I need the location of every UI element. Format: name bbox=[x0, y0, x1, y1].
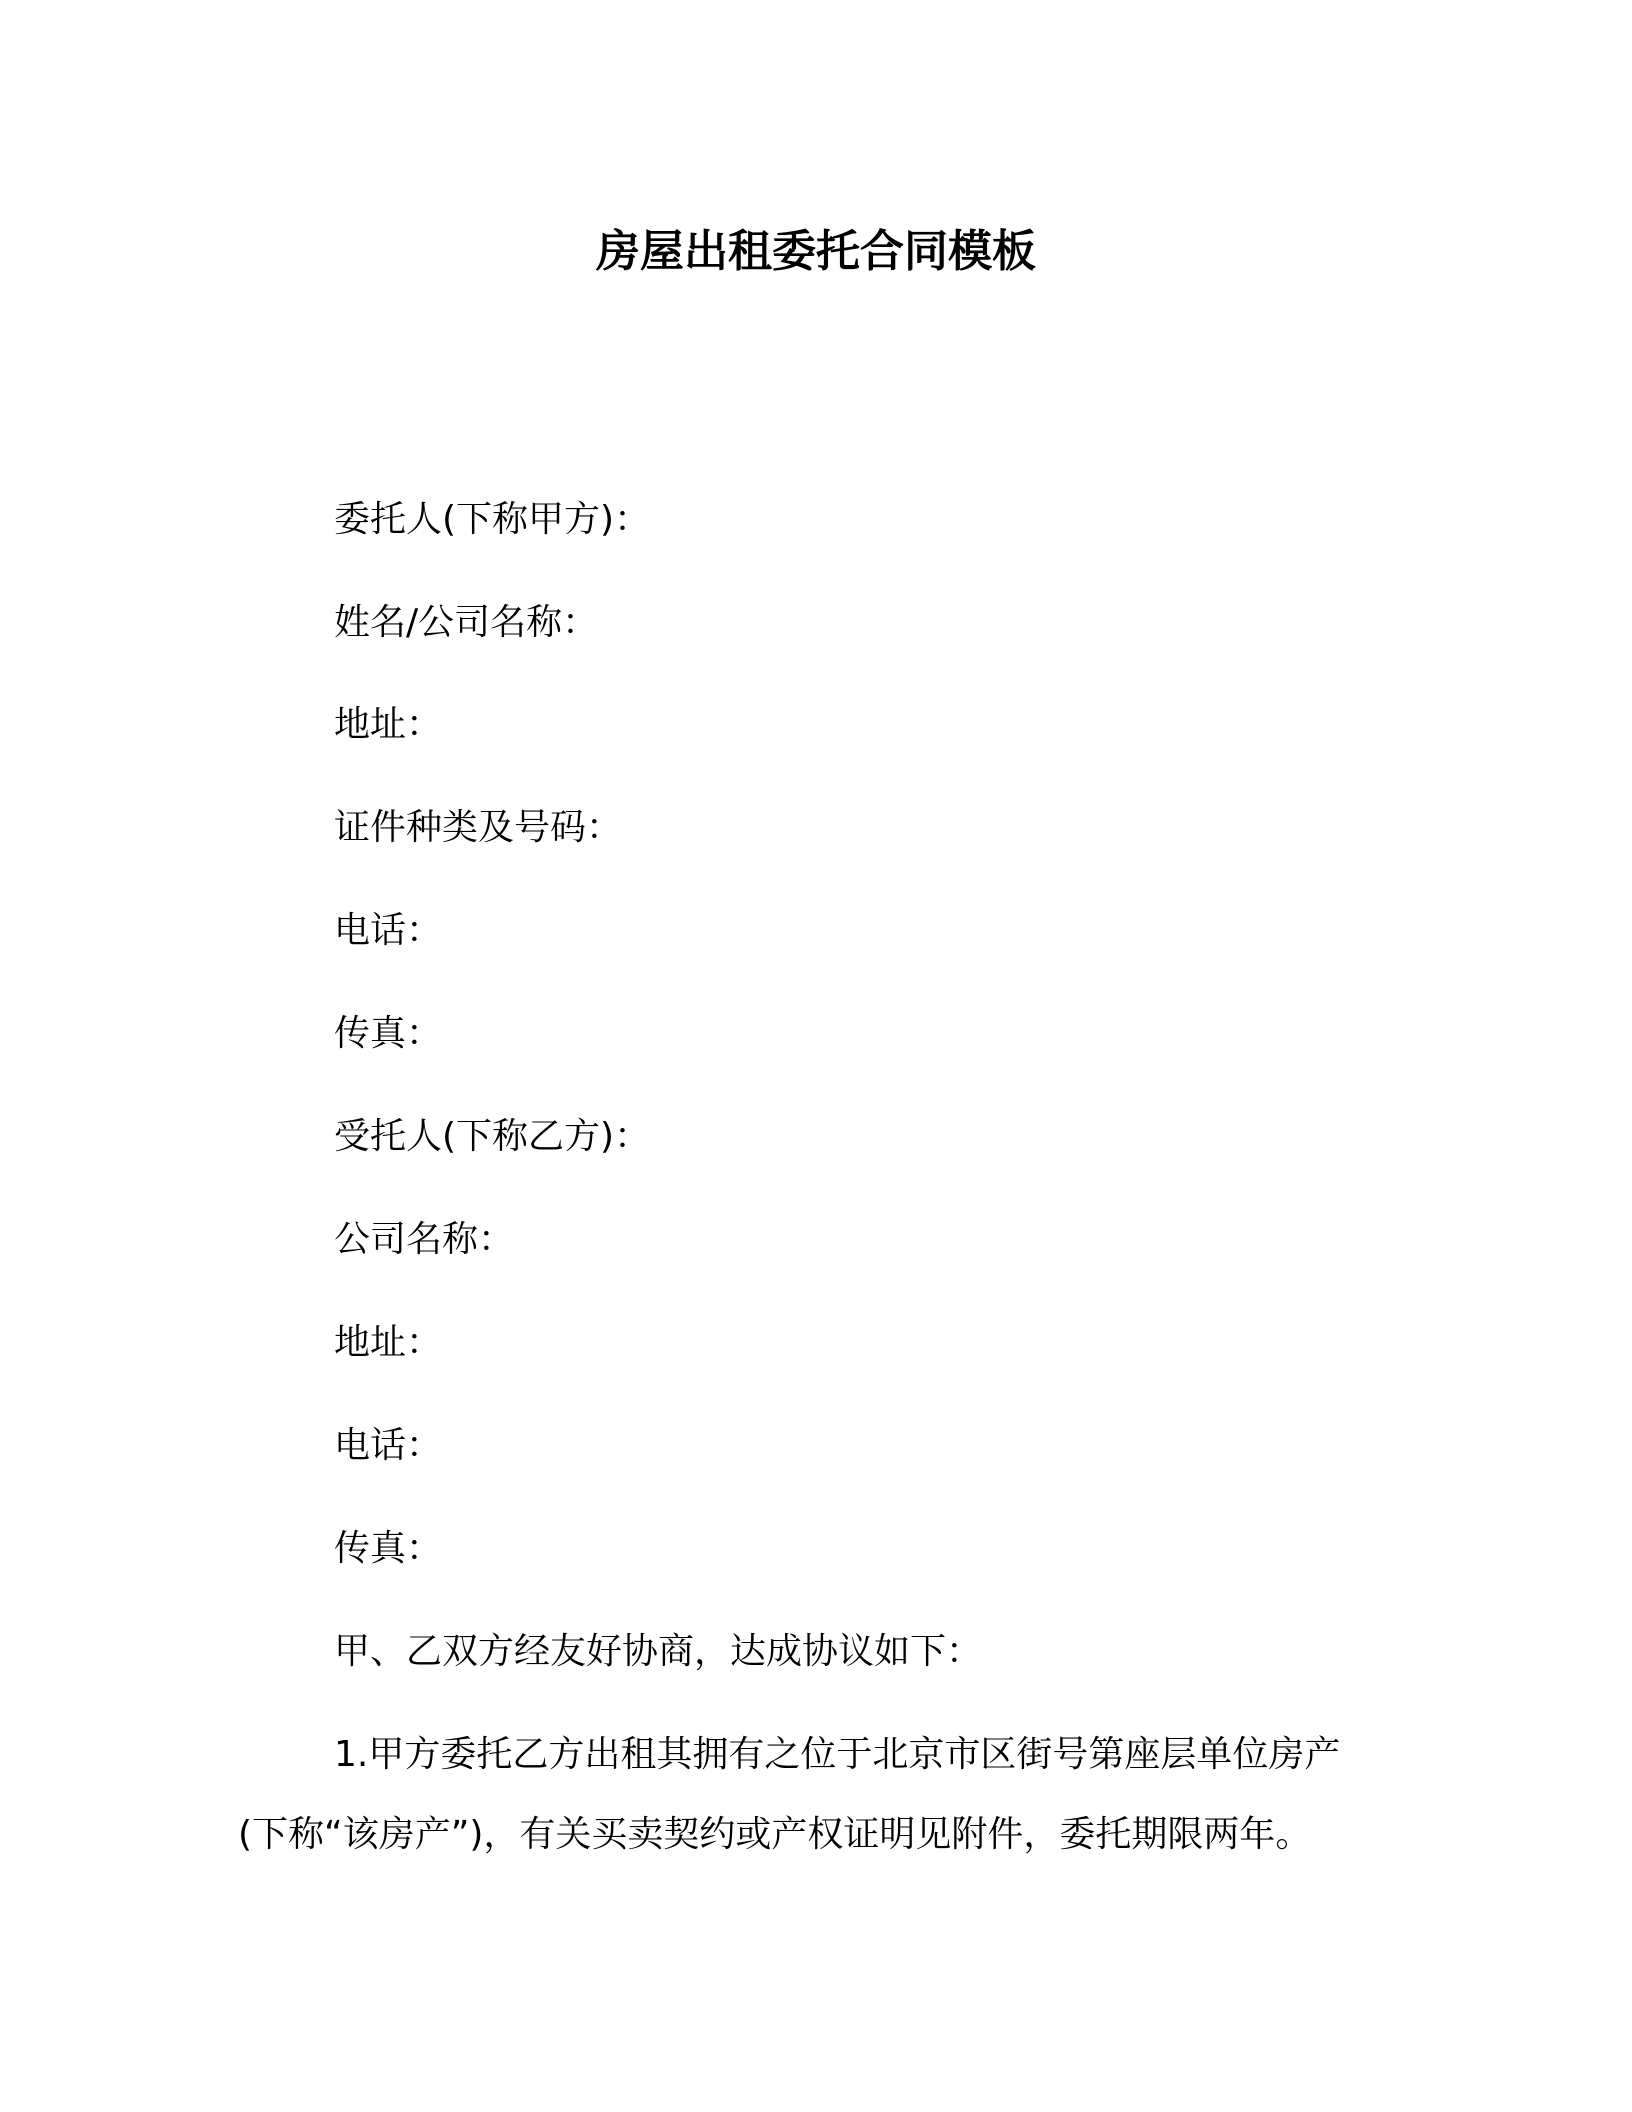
agent-company-name-field: 公司名称： bbox=[334, 1219, 515, 1260]
agreement-intro: 甲、乙双方经友好协商，达成协议如下： bbox=[334, 1631, 983, 1672]
address-field: 地址： bbox=[334, 704, 443, 745]
agent-address-field: 地址： bbox=[334, 1322, 443, 1363]
id-type-number-field: 证件种类及号码： bbox=[334, 807, 623, 848]
phone-field: 电话： bbox=[334, 910, 443, 951]
clause-1-line-2: (下称“该房产”)，有关买卖契约或产权证明见附件，委托期限两年。 bbox=[238, 1814, 1312, 1855]
agent-label: 受托人(下称乙方)： bbox=[334, 1116, 651, 1157]
name-company-field: 姓名/公司名称： bbox=[334, 602, 599, 643]
agent-fax-field: 传真： bbox=[334, 1528, 443, 1569]
clause-1-line-1: 1.甲方委托乙方出租其拥有之位于北京市区街号第座层单位房产 bbox=[334, 1734, 1341, 1775]
agent-phone-field: 电话： bbox=[334, 1425, 443, 1466]
principal-label: 委托人(下称甲方)： bbox=[334, 499, 651, 540]
document-title: 房屋出租委托合同模板 bbox=[596, 226, 1036, 277]
fax-field: 传真： bbox=[334, 1013, 443, 1054]
